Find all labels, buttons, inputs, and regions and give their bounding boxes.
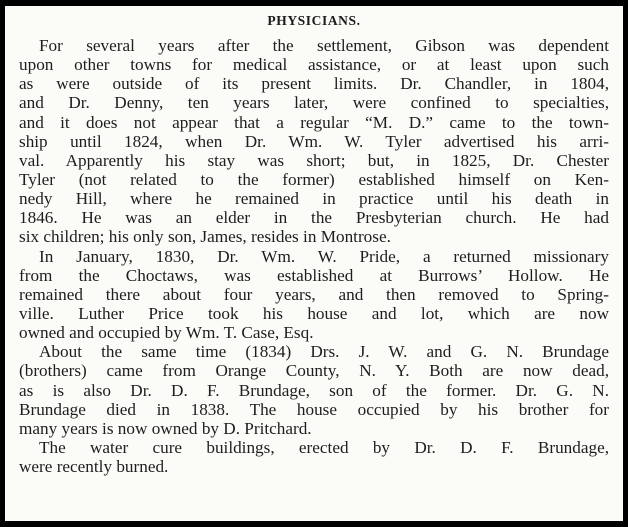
text-line: from the Choctaws, was established at Burrows’ Hollow. He <box>19 265 609 285</box>
paragraph-2 <box>19 247 609 343</box>
paragraph-4 <box>19 438 609 476</box>
paragraph-3 <box>19 342 609 438</box>
text-line: remained there about four years, and then removed to Spring- <box>19 284 609 304</box>
text-line: Brundage died in 1838. The house occupied by his brother for <box>19 399 609 419</box>
text-line: six children; his only son, James, resides in Montrose. <box>19 227 391 247</box>
text-line: as is also Dr. D. F. Brundage, son of the former. Dr. G. N. <box>19 380 609 400</box>
text-line: and it does not appear that a regular “M. D.” came to the town- <box>19 112 609 132</box>
text-line: The water cure buildings, erected by Dr. D. F. Brundage, <box>39 437 609 457</box>
text-line: About the same time (1834) Drs. J. W. and G. N. Brundage <box>39 342 609 362</box>
text-line: nedy Hill, where he remained in practice until his death in <box>19 189 609 209</box>
text-line: upon other towns for medical assistance, or at least upon such <box>19 55 609 75</box>
text-line: ville. Luther Price took his house and lot, which are now <box>19 303 609 323</box>
text-line: were recently burned. <box>19 457 169 477</box>
paragraph-1 <box>19 36 609 247</box>
text-line: ship until 1824, when Dr. Wm. W. Tyler advertised his arri- <box>19 131 609 151</box>
text-line: many years is now owned by D. Pritchard. <box>19 418 312 438</box>
text-line: In January, 1830, Dr. Wm. W. Pride, a returned missionary <box>39 246 609 266</box>
text-line: val. Apparently his stay was short; but, in 1825, Dr. Chester <box>19 150 609 170</box>
text-line: and Dr. Denny, ten years later, were confined to specialties, <box>19 93 609 113</box>
text-line: as were outside of its present limits. Dr. Chandler, in 1804, <box>19 74 609 94</box>
text-line: owned and occupied by Wm. T. Case, Esq. <box>19 323 314 343</box>
section-heading: PHYSICIANS. <box>267 13 361 28</box>
text-line: For several years after the settlement, Gibson was dependent <box>39 36 609 55</box>
text-line: Tyler (not related to the former) established himself on Ken- <box>19 169 609 189</box>
document-body <box>19 36 609 476</box>
text-line: 1846. He was an elder in the Presbyterian church. He had <box>19 208 609 228</box>
document-page <box>5 6 623 521</box>
text-line: (brothers) came from Orange County, N. Y. Both are now dead, <box>19 361 609 381</box>
